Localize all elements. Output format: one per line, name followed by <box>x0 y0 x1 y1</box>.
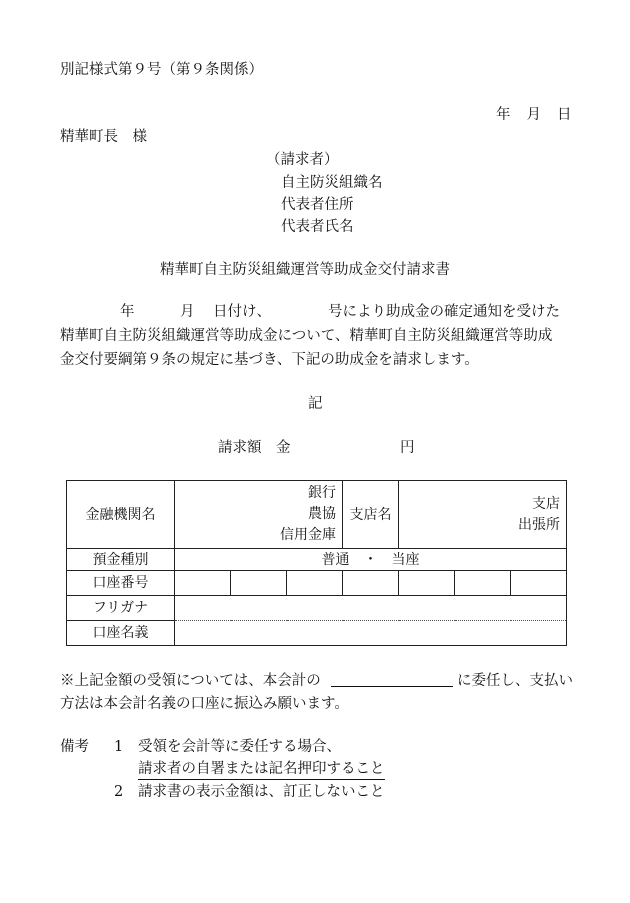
account-digit-cell <box>231 571 287 596</box>
account-number-row <box>67 571 567 596</box>
note-1-text: 受領を会計等に委任する場合、 <box>138 739 341 755</box>
account-digit-cell <box>455 571 511 596</box>
institution-types <box>175 481 343 549</box>
branch-label: 支店名 <box>343 481 399 549</box>
notes-label: 備考 <box>60 739 89 755</box>
deposit-type-row <box>67 549 567 571</box>
branch-type-branch: 支店 <box>532 495 561 512</box>
branch-type-office: 出張所 <box>518 516 561 533</box>
delegation-prefix: ※上記金額の受領については、本会計の <box>60 673 321 689</box>
form-number: 別記様式第９号（第９条関係） <box>60 62 263 78</box>
account-name-row <box>67 621 567 646</box>
deposit-type-label: 預金種別 <box>67 549 175 571</box>
note-2-number: 2 <box>114 784 124 800</box>
furigana-row <box>67 596 567 621</box>
note-1-number: 1 <box>114 739 124 755</box>
delegation-suffix: に委任し、支払い <box>457 673 573 689</box>
furigana-value <box>175 596 567 621</box>
institution-type-credit: 信用金庫 <box>280 527 336 543</box>
bank-account-table <box>66 480 567 646</box>
date-day: 日 <box>557 107 572 123</box>
furigana-label: フリガナ <box>67 596 175 621</box>
body-line-3: 金交付要綱第９条の規定に基づき、下記の助成金を請求します。 <box>60 352 479 368</box>
account-digit-cell <box>287 571 343 596</box>
account-digit-cell <box>343 571 399 596</box>
body-number-text: 号により助成金の確定通知を受けた <box>328 304 560 320</box>
date-line <box>496 108 572 123</box>
note-2-text: 請求書の表示金額は、訂正しないこと <box>138 784 385 800</box>
institution-type-bank: 銀行 <box>308 485 336 501</box>
account-name-label: 口座名義 <box>67 621 175 646</box>
institution-label: 金融機関名 <box>67 481 175 549</box>
document-title: 精華町自主防災組織運営等助成金交付請求書 <box>160 262 450 278</box>
account-digit-cell <box>511 571 567 596</box>
delegation-blank-line <box>331 686 453 687</box>
body-month: 月 <box>180 304 195 320</box>
account-digit-cell <box>175 571 231 596</box>
amount-unit: 円 <box>400 440 415 456</box>
delegation-line-2: 方法は本会計名義の口座に振込み願います。 <box>60 696 349 712</box>
date-year: 年 <box>496 107 511 123</box>
institution-row <box>67 481 567 549</box>
ki-heading: 記 <box>308 396 323 412</box>
institution-type-agri: 農協 <box>308 506 336 522</box>
date-month: 月 <box>526 107 541 123</box>
body-day-suffix: 日付け、 <box>213 304 271 320</box>
body-line-2: 精華町自主防災組織運営等助成金について、精華町自主防災組織運営等助成 <box>60 328 553 344</box>
requester-org-label: 自主防災組織名 <box>281 175 383 191</box>
account-digit-cell <box>399 571 455 596</box>
requester-name-label: 代表者氏名 <box>281 219 354 235</box>
account-number-label: 口座番号 <box>67 571 175 596</box>
account-name-value <box>175 621 567 646</box>
deposit-type-options: 普通 ・ 当座 <box>175 549 567 571</box>
branch-types <box>399 481 567 549</box>
addressee: 精華町長 様 <box>60 129 147 145</box>
requester-heading: （請求者） <box>266 152 339 168</box>
note-1-text-underlined: 請求者の自署または記名押印すること <box>138 762 385 780</box>
requester-address-label: 代表者住所 <box>281 197 354 213</box>
amount-label: 請求額 金 <box>218 440 291 456</box>
body-year: 年 <box>120 304 135 320</box>
